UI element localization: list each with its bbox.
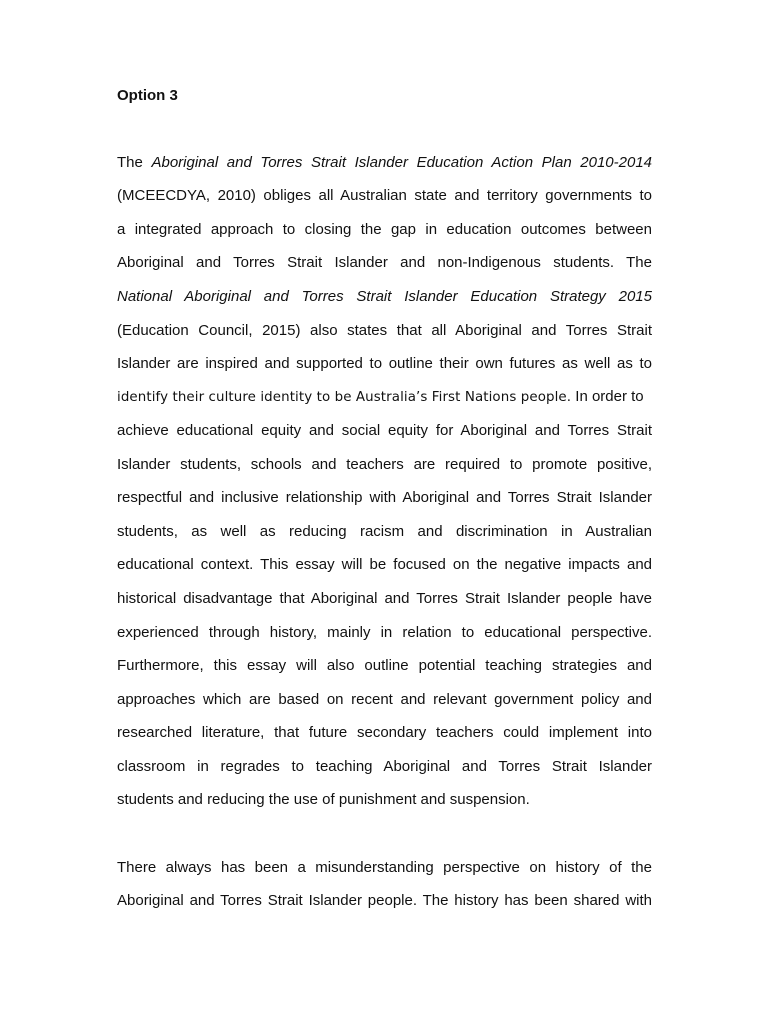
text-run: The	[117, 154, 152, 171]
text-run: In order to	[571, 388, 644, 405]
text-line: historical disadvantage that Aboriginal and Torres Strait Islander people have	[117, 590, 652, 607]
text-line: respectful and inclusive relationship with Aboriginal and Torres Strait Islander	[117, 489, 652, 506]
italic-title: National Aboriginal and Torres Strait Islander Education Strategy 2015	[117, 288, 652, 305]
text-line: students, as well as reducing racism and discrimination in Australian	[117, 523, 652, 540]
text-line: (MCEECDYA, 2010) obliges all Australian state and territory governments to	[117, 187, 652, 204]
text-line: students and reducing the use of punishment and suspension.	[117, 791, 530, 808]
text-line: Islander are inspired and supported to outline their own futures as well as to	[117, 355, 652, 372]
text-line: educational context. This essay will be focused on the negative impacts and	[117, 556, 652, 573]
italic-title: Aboriginal and Torres Strait Islander Education Action Plan 2010-2014	[151, 154, 652, 171]
text-line: (Education Council, 2015) also states that all Aboriginal and Torres Strait	[117, 322, 652, 339]
text-line	[117, 387, 652, 407]
text-line	[117, 153, 652, 173]
section-heading: Option 3	[117, 87, 178, 104]
text-line: Furthermore, this essay will also outline potential teaching strategies and	[117, 657, 652, 674]
text-line: There always has been a misunderstanding perspective on history of the	[117, 859, 652, 876]
text-line: Aboriginal and Torres Strait Islander people. The history has been shared with	[117, 892, 652, 909]
text-line: experienced through history, mainly in relation to educational perspective.	[117, 624, 652, 641]
text-line: classroom in regrades to teaching Aboriginal and Torres Strait Islander	[117, 758, 652, 775]
text-line: approaches which are based on recent and relevant government policy and	[117, 691, 652, 708]
text-run-alt-font: identify their culture identity to be Australia’s First Nations people.	[117, 390, 572, 405]
text-line: Islander students, schools and teachers are required to promote positive,	[117, 456, 652, 473]
text-line: achieve educational equity and social equity for Aboriginal and Torres Strait	[117, 422, 652, 439]
text-line: researched literature, that future secondary teachers could implement into	[117, 724, 652, 741]
text-line: a integrated approach to closing the gap in education outcomes between	[117, 221, 652, 238]
text-line: Aboriginal and Torres Strait Islander and non-Indigenous students. The	[117, 254, 652, 271]
